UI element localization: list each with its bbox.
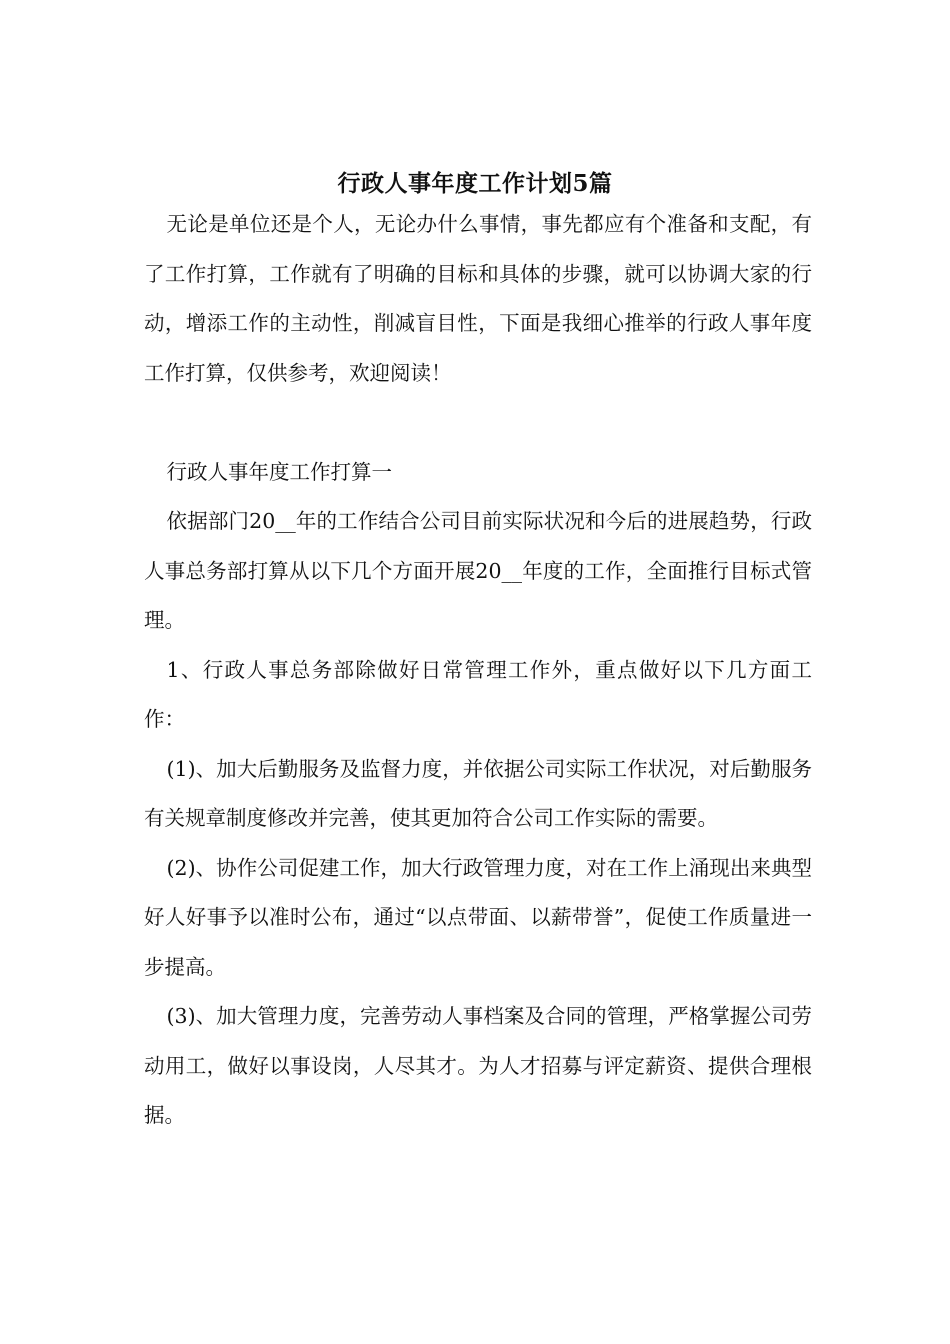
body-paragraph: 依据部门20__年的工作结合公司目前实际状况和今后的进展趋势，行政人事总务部打算从以下几个方面开展20__年度的工作，全面推行目标式管理。	[144, 509, 812, 632]
section-heading: 行政人事年度工作打算一	[166, 459, 393, 484]
paragraph-spacer	[144, 398, 812, 448]
sub-item-1: (1)、加大后勤服务及监督力度，并依据公司实际工作状况，对后勤服务有关规章制度修改并完善，使其更加符合公司工作实际的需要。	[144, 756, 812, 830]
sub-item-2: (2)、协作公司促建工作，加大行政管理力度，对在工作上涌现出来典型好人好事予以准时公布，通过“以点带面、以薪带誉”，促使工作质量进一步提高。	[144, 855, 812, 979]
document-title: 行政人事年度工作计划5篇	[337, 170, 613, 198]
list-item-1: 1、行政人事总务部除做好日常管理工作外，重点做好以下几方面工作：	[144, 657, 812, 731]
document-body	[144, 200, 812, 1141]
sub-item-3: (3)、加大管理力度，完善劳动人事档案及合同的管理，严格掌握公司劳动用工，做好以事设岗，人尽其才。为人才招募与评定薪资、提供合理根据。	[144, 1004, 812, 1127]
intro-paragraph: 无论是单位还是个人，无论办什么事情，事先都应有个准备和支配，有了工作打算，工作就有了明确的目标和具体的步骤，就可以协调大家的行动，增添工作的主动性，削减盲目性，下面是我细心推举的行政人事年度工作打算，仅供参考，欢迎阅读！	[144, 212, 812, 385]
